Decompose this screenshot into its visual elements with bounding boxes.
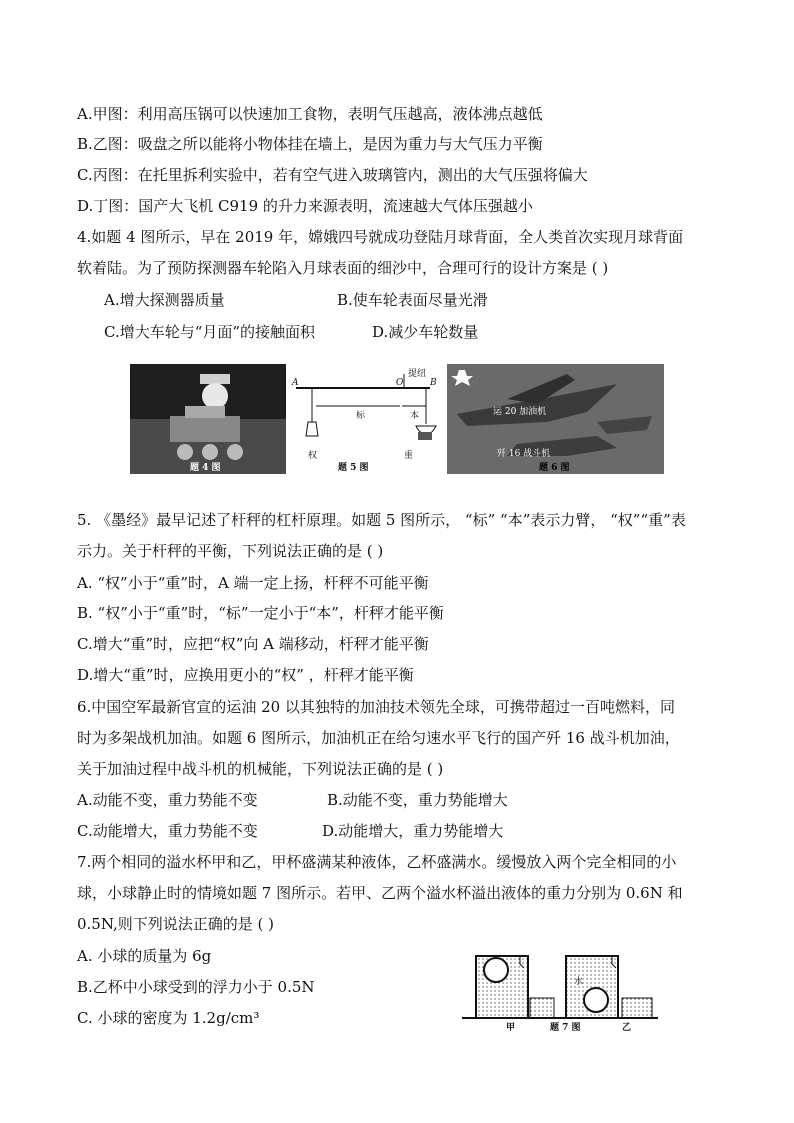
fig7-label-yi: 乙 — [622, 1023, 632, 1033]
q4-stem-line1: 4.如题 4 图所示，早在 2019 年，嫦娥四号就成功登陆月球背面，全人类首次实现月球背面 — [77, 228, 684, 246]
aircraft-illustration — [447, 364, 664, 474]
q5-stem-line2: 示力。关于杆秤的平衡，下列说法正确的是 ( ) — [77, 542, 384, 560]
q4-option-c: C.增大车轮与“月面”的接触面积 — [104, 323, 316, 341]
q7-option-c: C. 小球的密度为 1.2g/cm³ — [77, 1009, 260, 1027]
figure-5-steelyard-diagram — [290, 364, 442, 474]
q4-option-d: D.减少车轮数量 — [372, 323, 479, 341]
q7-stem-line3: 0.5N,则下列说法正确的是 ( ) — [77, 915, 275, 933]
q6-stem-line1: 6.中国空军最新官宣的运油 20 以其独特的加油技术领先全球，可携带超过一百吨燃料，同 — [77, 698, 675, 716]
q3-option-c: C.丙图：在托里拆利实验中，若有空气进入玻璃管内，测出的大气压强将偏大 — [77, 166, 588, 184]
figure-7-overflow-cups — [462, 950, 658, 1032]
q4-option-b: B.使车轮表面尽量光滑 — [337, 291, 488, 309]
rover-illustration — [130, 364, 286, 474]
figure-4-caption: 题 4 图 — [190, 463, 221, 473]
q4-option-a: A.增大探测器质量 — [104, 291, 225, 309]
q3-option-a: A.甲图：利用高压锅可以快速加工食物，表明气压越高，液体沸点越低 — [77, 105, 543, 123]
q6-option-b: B.动能不变，重力势能增大 — [327, 791, 508, 809]
q3-option-b: B.乙图：吸盘之所以能将小物体挂在墙上，是因为重力与大气压力平衡 — [77, 135, 543, 153]
fig5-label-quan: 权 — [308, 451, 318, 461]
figure-6-caption: 题 6 图 — [539, 463, 570, 473]
fig6-label-tanker: 运 20 加油机 — [493, 407, 547, 417]
fig5-label-rope: 提纽 — [408, 369, 427, 379]
fig5-label-a: A — [292, 378, 299, 388]
q6-option-a: A.动能不变，重力势能不变 — [77, 791, 258, 809]
fig5-label-biao: 标 — [356, 411, 366, 421]
q3-option-d: D.丁图：国产大飞机 C919 的升力来源表明，流速越大气体压强越小 — [77, 197, 533, 215]
q5-option-b: B. “权”小于“重”时，“标”一定小于“本”，杆秤才能平衡 — [77, 604, 444, 622]
q5-stem-line1: 5. 《墨经》最早记述了杆秤的杠杆原理。如题 5 图所示， “标” “本”表示力臂， “权”“重”表 — [77, 511, 686, 529]
fig7-label-water: 水 — [574, 977, 584, 987]
q5-option-a: A. “权”小于“重”时，A 端一定上扬，杆秤不可能平衡 — [77, 574, 429, 592]
q6-option-d: D.动能增大，重力势能增大 — [322, 822, 504, 840]
q7-option-b: B.乙杯中小球受到的浮力小于 0.5N — [77, 978, 315, 996]
q7-option-a: A. 小球的质量为 6g — [77, 947, 212, 965]
figure-4-rover-photo — [130, 364, 286, 474]
q7-stem-line1: 7.两个相同的溢水杯甲和乙，甲杯盛满某种液体，乙杯盛满水。缓慢放入两个完全相同的小 — [77, 853, 677, 871]
q7-stem-line2: 球，小球静止时的情境如题 7 图所示。若甲、乙两个溢水杯溢出液体的重力分别为 0.6N 和 — [77, 884, 683, 902]
fig7-label-jia: 甲 — [506, 1023, 516, 1033]
q6-stem-line2: 时为多架战机加油。如题 6 图所示，加油机正在给匀速水平飞行的国产歼 16 战斗机加油， — [77, 729, 680, 747]
figure-5-caption: 题 5 图 — [338, 463, 369, 473]
fig5-label-b: B — [430, 378, 437, 388]
fig6-label-fighter: 歼 16 战斗机 — [497, 449, 551, 459]
figure-7-caption: 题 7 图 — [550, 1023, 581, 1033]
figure-6-refueling-photo — [447, 364, 664, 474]
q6-option-c: C.动能增大，重力势能不变 — [77, 822, 258, 840]
fig5-label-o: O — [396, 378, 404, 388]
fig5-label-zhong: 重 — [404, 451, 414, 461]
q5-option-d: D.增大“重”时，应换用更小的“权” ，杆秤才能平衡 — [77, 666, 414, 684]
q4-stem-line2: 软着陆。为了预防探测器车轮陷入月球表面的细沙中，合理可行的设计方案是 ( ) — [77, 259, 609, 277]
q5-option-c: C.增大“重”时，应把“权”向 A 端移动，杆秤才能平衡 — [77, 635, 429, 653]
q6-stem-line3: 关于加油过程中战斗机的机械能，下列说法正确的是 ( ) — [77, 760, 444, 778]
fig5-label-ben: 本 — [410, 411, 420, 421]
